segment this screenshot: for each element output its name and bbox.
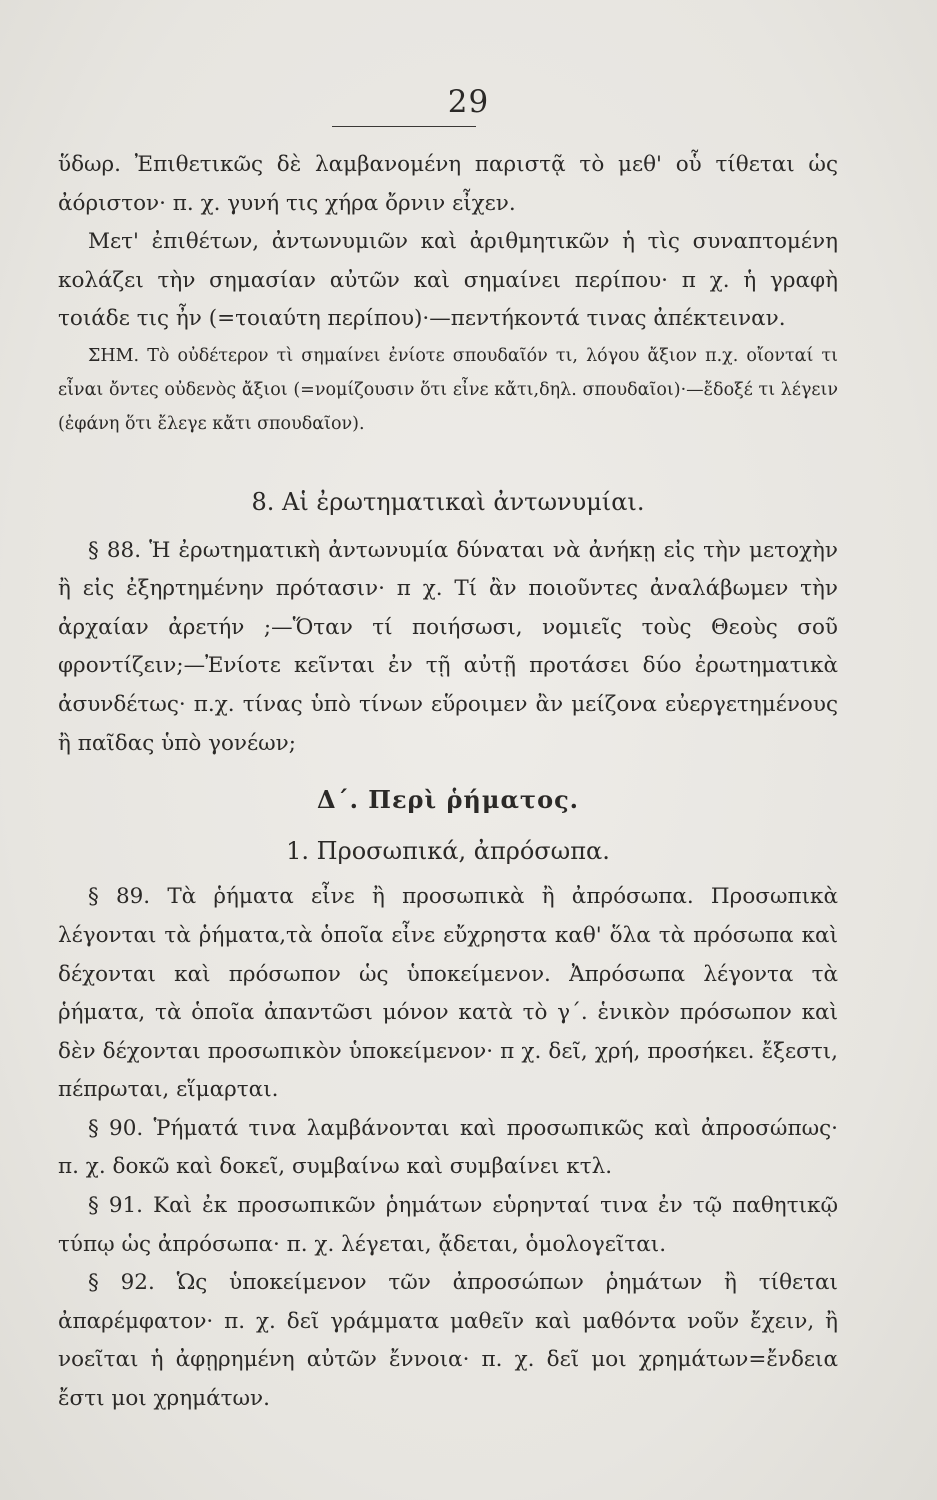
chapter-heading: Δ΄. Περὶ ῥήματος. (316, 785, 580, 815)
subsection-heading: 1. Προσωπικά, ἀπρόσωπα. (286, 836, 610, 865)
paragraph-91: § 91. Καὶ ἐκ προσωπικῶν ῥημάτων εὑρηνταί τινα ἐν τῷ παθητικῷ τύπῳ ὡς ἀπρόσωπα· π. χ. λέγεται, ᾄδεται, ὁμολογεῖται. (58, 1193, 838, 1257)
page-body (58, 146, 838, 1419)
paragraph-continuation: ὕδωρ. Ἐπιθετικῶς δὲ λαμβανομένη παριστᾷ τὸ μεθ' οὗ τίθεται ὡς ἀόριστον· π. χ. γυνή τις χήρα ὄρνιν εἶχεν. (58, 152, 838, 216)
paragraph-92: § 92. Ὡς ὑποκείμενον τῶν ἀπροσώπων ῥημάτων ἢ τίθεται ἀπαρέμφατον· π. χ. δεῖ γράμματα μαθεῖν καὶ μαθόντα νοῦν ἔχειν, ἢ νοεῖται ἡ ἀφῃρημένη αὐτῶν ἔννοια· π. χ. δεῖ μοι χρημάτων=ἔνδεια ἔστι μοι χρημάτων. (58, 1270, 838, 1412)
note-paragraph: ΣΗΜ. Τὸ οὐδέτερον τὶ σημαίνει ἐνίοτε σπουδαῖόν τι, λόγου ἄξιον π.χ. οἴονταί τι εἶναι ὄντες οὐδενὸς ἄξιοι (=νομίζουσιν ὅτι εἶνε κἄτι,δηλ. σπουδαῖοι)·—ἔδοξέ τι λέγειν (ἐφάνη ὅτι ἔλεγε κἄτι σπουδαῖον). (58, 345, 838, 434)
paragraph-tis-with-adjectives: Μετ' ἐπιθέτων, ἀντωνυμιῶν καὶ ἀριθμητικῶν ἡ τὶς συναπτομένη κολάζει τὴν σημασίαν αὐτῶν καὶ σημαίνει περίπου· π χ. ἡ γραφὴ τοιάδε τις ἦν (=τοιαύτη περίπου)·—πεντήκοντά τινας ἀπέκτειναν. (58, 229, 838, 332)
header-rule (332, 126, 476, 127)
page-number: 29 (447, 84, 490, 120)
section-heading: 8. Αἱ ἐρωτηματικαὶ ἀντωνυμίαι. (251, 487, 645, 516)
paragraph-89: § 89. Τὰ ῥήματα εἶνε ἢ προσωπικὰ ἢ ἀπρόσωπα. Προσωπικὰ λέγονται τὰ ῥήματα,τὰ ὁποῖα εἶνε εὔχρηστα καθ' ὅλα τὰ πρόσωπα καὶ δέχονται καὶ πρόσωπον ὡς ὑποκείμενον. Ἀπρόσωπα λέγοντα τὰ ῥήματα, τὰ ὁποῖα ἀπαντῶσι μόνον κατὰ τὸ γ΄. ἑνικὸν πρόσωπον καὶ δὲν δέχονται προσωπικὸν ὑποκείμενον· π χ. δεῖ, χρή, προσήκει. ἔξεστι, πέπρωται, εἵμαρται. (58, 884, 838, 1103)
paragraph-90: § 90. Ῥήματά τινα λαμβάνονται καὶ προσωπικῶς καὶ ἀπροσώπως· π. χ. δοκῶ καὶ δοκεῖ, συμβαίνω καὶ συμβαίνει κτλ. (58, 1115, 838, 1180)
paragraph-88: § 88. Ἡ ἐρωτηματικὴ ἀντωνυμία δύναται νὰ ἀνήκῃ εἰς τὴν μετοχὴν ἢ εἰς ἐξηρτημένην πρότασιν· π χ. Τί ἂν ποιοῦντες ἀναλάβωμεν τὴν ἀρχαίαν ἀρετήν ;—Ὅταν τί ποιήσωσι, νομιεῖς τοὺς Θεοὺς σοῦ φροντίζειν;—Ἐνίοτε κεῖνται ἐν τῇ αὐτῇ προτάσει δύο ἐρωτηματικὰ ἀσυνδέτως· π.χ. τίνας ὑπὸ τίνων εὕροιμεν ἂν μείζονα εὐεργετημένους ἢ παῖδας ὑπὸ γονέων; (58, 537, 838, 756)
